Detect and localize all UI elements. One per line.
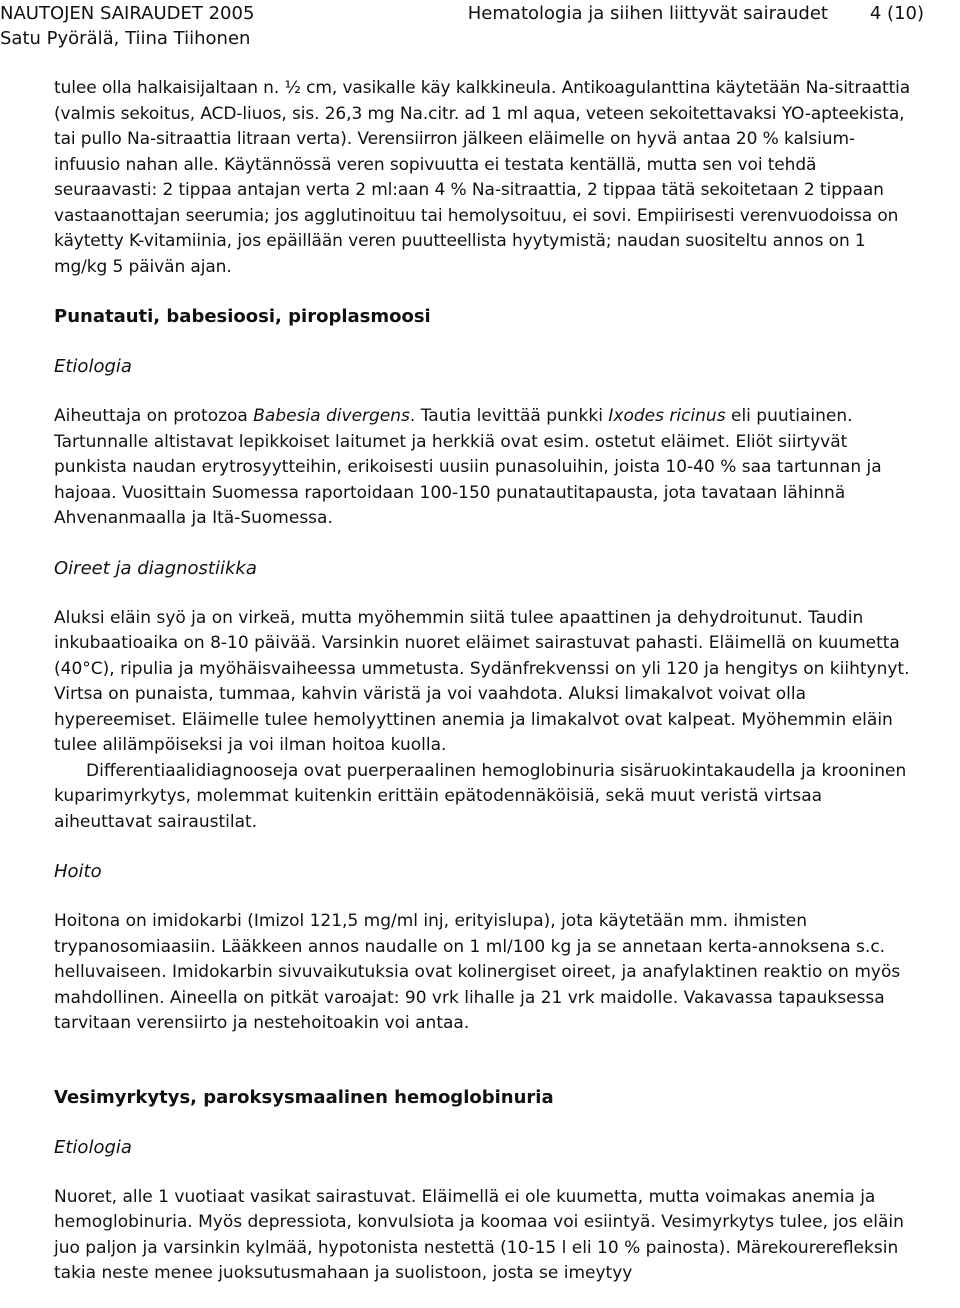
species-ixodes: Ixodes ricinus [608,406,726,426]
subheading-treatment: Hoito [54,861,102,882]
intro-paragraph: tulee olla halkaisijaltaan n. ½ cm, vasikalle käy kalkkineula. Antikoagulanttina käytetään Na-sitraattia (valmis sekoitus, ACD-liuos, sis. 26,3 mg Na.citr. ad 1 ml aqua, veteen sekoitettavaksi YO-apteekista, tai pullo Na-sitraattia litraan verta). Verensiirron jälkeen eläimelle on hyvä antaa 20 % kalsium-infuusio nahan alle. Käytännössä veren sopivuutta ei testata kentällä, mutta sen voi tehdä seuraavasti: 2 tippaa antajan verta 2 ml:aan 4 % Na-sitraattia, 2 tippaa tätä sekoitetaan 2 tippaan vastaanottajan seerumia; jos agglutinoituu tai hemolysoituu, ei sovi. Empiirisesti verenvuodoissa on käytetty K-vitamiinia, jos epäillään veren puutteellista hyytymistä; naudan suositeltu annos on 1 mg/kg 5 päivän ajan. [54,78,911,277]
chapter-topic: Hematologia ja siihen liittyvät sairaudet [467,3,828,24]
document-authors: Satu Pyörälä, Tiina Tiihonen [0,28,251,49]
species-babesia: Babesia divergens [253,406,410,426]
subheading-symptoms: Oireet ja diagnostiikka [54,557,257,579]
etiology-text-part3: eli puutiainen. Tartunnalle altistavat lepikkoiset laitumet ja herkkiä ovat esim. ostetut eläimet. Eliöt siirtyvät punkista naudan erytrosyytteihin, erikoisesti uusiin punasoluihin, joista 10-40 % saa tartunnan ja hajoaa. Vuosittain Suomessa raportoidaan 100-150 punatautitapausta, jota tavataan lähinnä Ahvenanmaalla ja Itä-Suomessa. [54,406,882,528]
differential-paragraph: Differentiaalidiagnooseja ovat puerperaalinen hemoglobinuria sisäruokintakaudella ja krooninen kuparimyrkytys, molemmat kuitenkin erittäin epätodennäköisiä, sekä muut veristä virtsaa aiheuttavat sairaustilat. [54,760,907,832]
document-title: NAUTOJEN SAIRAUDET 2005 [0,3,255,24]
document-body [54,76,914,1287]
section-title-water-intoxication: Vesimyrkytys, paroksysmaalinen hemoglobinuria [54,1086,554,1108]
symptoms-paragraph: Aluksi eläin syö ja on virkeä, mutta myöhemmin siitä tulee apaattinen ja dehydroitunut. Taudin inkubaatioaika on 8-10 päivää. Varsinkin nuoret eläimet sairastuvat pahasti. Eläimellä on kuumetta (40°C), ripulia ja myöhäisvaiheessa ummetusta. Sydänfrekvenssi on yli 120 ja hengitys on kiihtynyt. Virtsa on punaista, tummaa, kahvin väristä ja voi vaahdota. Aluksi limakalvot voivat olla hypereemiset. Eläimelle tulee hemolyyttinen anemia ja limakalvot ovat kalpeat. Myöhemmin eläin tulee alilämpöiseksi ja voi ilman hoitoa kuolla. [54,607,910,755]
etiology-text-part1: Aiheuttaja on protozoa [54,406,254,426]
treatment-paragraph: Hoitona on imidokarbi (Imizol 121,5 mg/ml inj, erityislupa), jota käytetään mm. ihmisten trypanosomiaasiin. Lääkkeen annos naudalle on 1 ml/100 kg ja se annetaan kerta-annoksena s.c. helluvaiseen. Imidokarbin sivuvaikutuksia ovat kolinergiset oireet, ja anafylaktinen reaktio on myös mahdollinen. Aineella on pitkät varoajat: 90 vrk lihalle ja 21 vrk maidolle. Vakavassa tapauksessa tarvitaan verensiirto ja nestehoitoakin voi antaa. [54,911,901,1033]
subheading-etiology-2: Etiologia [54,1136,132,1158]
etiology-paragraph-2: Nuoret, alle 1 vuotiaat vasikat sairastuvat. Eläimellä ei ole kuumetta, mutta voimakas anemia ja hemoglobinuria. Myös depressiota, konvulsiota ja koomaa voi esiintyä. Vesimyrkytys tulee, jos eläin juo paljon ja varsinkin kylmää, hypotonista nestettä (10-15 l eli 10 % painosta). Märekourerefleksin takia neste menee juoksutusmahaan ja suolistoon, josta se imeytyy [54,1186,904,1283]
etiology-text-part2: . Tautia levittää punkki [409,406,609,426]
etiology-paragraph [54,404,914,532]
page-number: 4 (10) [869,3,924,24]
section-title-babesiosis: Punatauti, babesioosi, piroplasmoosi [54,306,431,327]
subheading-etiology: Etiologia [54,356,132,377]
page-header [0,0,960,56]
